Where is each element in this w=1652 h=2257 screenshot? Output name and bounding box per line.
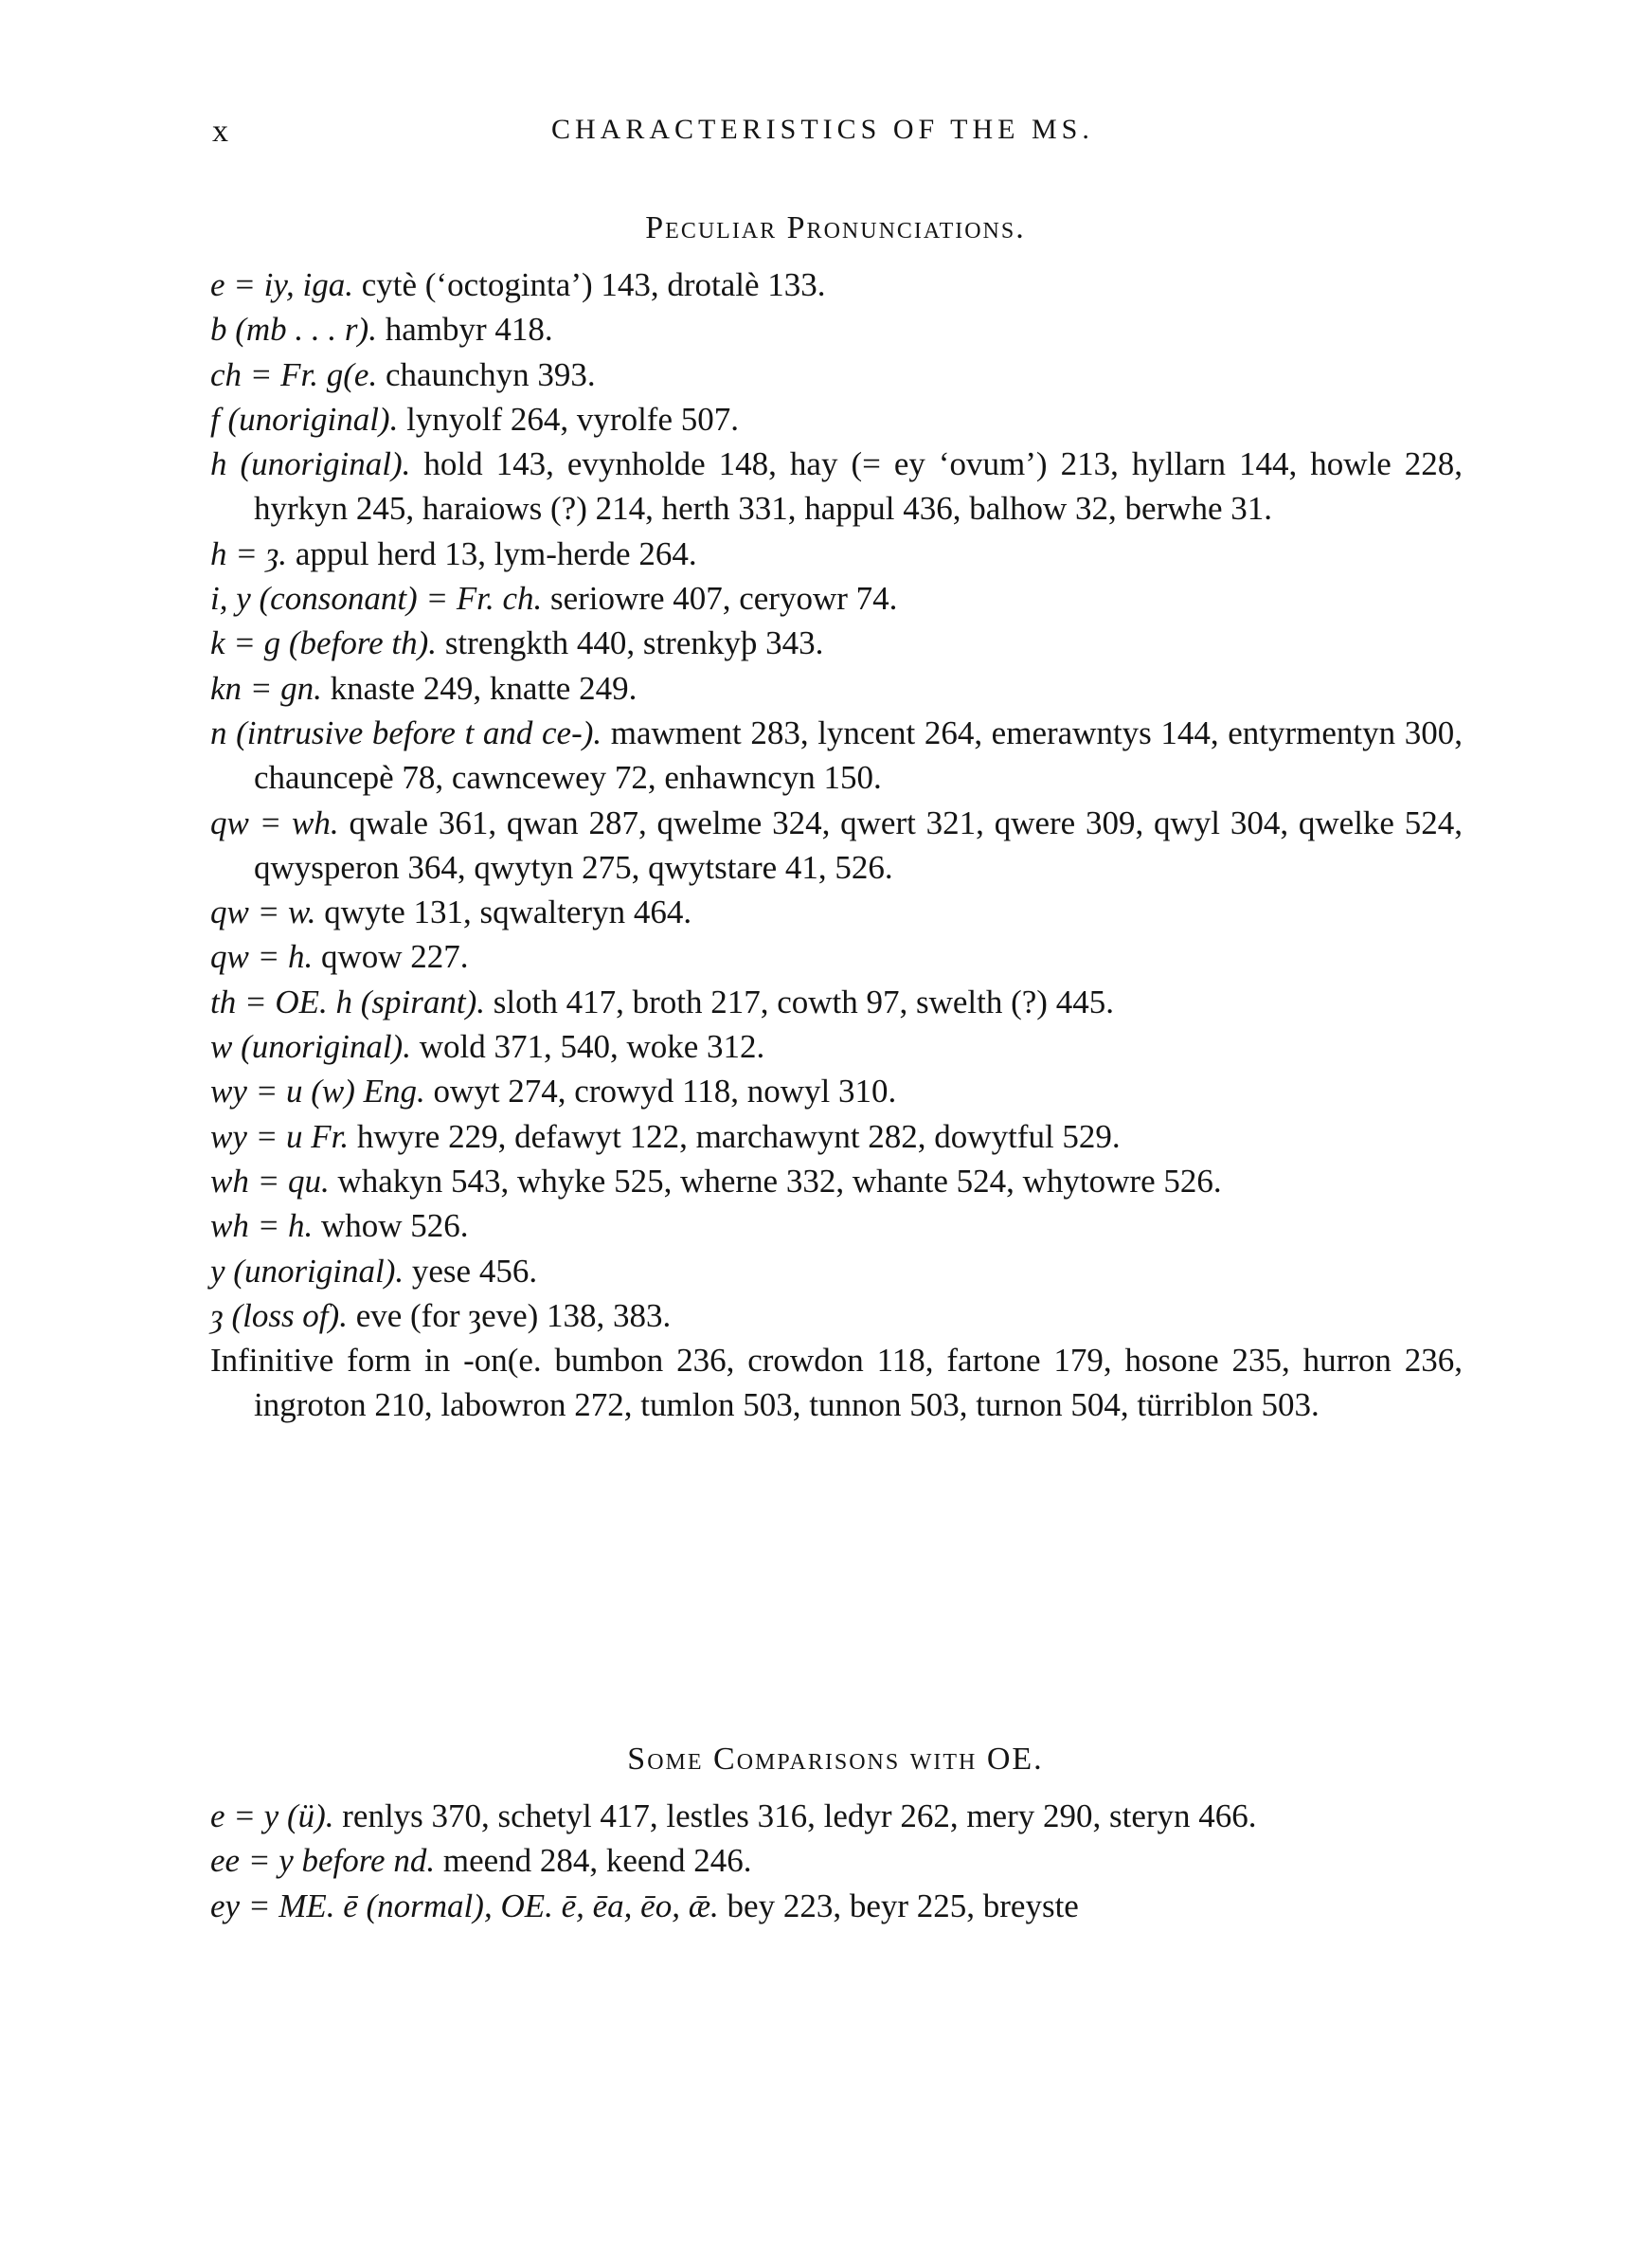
entry-head: qw = wh. <box>210 803 339 841</box>
entry-head: w (unoriginal). <box>210 1028 411 1066</box>
entry-head: h (unoriginal). <box>210 445 411 483</box>
entry <box>210 621 1463 665</box>
entry-head: k = g (before th). <box>210 624 438 662</box>
entry-head: n (intrusive before t and ce-). <box>210 713 602 751</box>
page-number: x <box>212 114 228 149</box>
entry <box>210 1069 1463 1113</box>
entry <box>210 666 1463 711</box>
entry <box>210 1794 1463 1838</box>
entry-head: e = y (ü). <box>210 1797 334 1834</box>
entry <box>210 262 1463 307</box>
entry-head: qw = w. <box>210 894 316 931</box>
entry <box>210 711 1463 801</box>
entry-text: hold 143, evynholde 148, hay (= ey ‘ovum’) 213, hyllarn 144, howle 228, hyrkyn 245, haraiows (?) 214, herth 331, happul 436, balhow 32, berwhe 31. <box>254 445 1463 528</box>
entry <box>210 890 1463 934</box>
entry-text: qwow 227. <box>320 938 469 976</box>
entry-head: f (unoriginal). <box>210 400 399 438</box>
entry-head: th = OE. h (spirant). <box>210 983 485 1020</box>
entry-head: wy = u (w) Eng. <box>210 1073 425 1110</box>
entry <box>210 1024 1463 1069</box>
entry <box>210 1203 1463 1248</box>
entry-head: qw = h. <box>210 938 314 976</box>
entry <box>210 397 1463 442</box>
pronunciation-entries <box>210 262 1463 1428</box>
entry <box>210 1338 1463 1428</box>
entry-text: mawment 283, lyncent 264, emerawntys 144, entyrmentyn 300, chauncepè 78, cawncewey 72, enhawncyn 150. <box>254 713 1463 797</box>
entry-head: wh = h. <box>210 1207 314 1245</box>
entry-text: eve (for ȝeve) 138, 383. <box>355 1296 672 1334</box>
entry-head: ey = ME. ē (normal), OE. ē, ēa, ēo, ǣ. <box>210 1887 719 1924</box>
entry-head: h = ȝ. <box>210 534 288 572</box>
entry <box>210 307 1463 352</box>
section-title-comparisons: Some Comparisons with OE. <box>627 1742 1044 1777</box>
entry <box>210 1159 1463 1203</box>
entry-text: whow 526. <box>320 1207 469 1245</box>
entry-head: ch = Fr. g(e. <box>210 355 378 393</box>
entry-text: strengkth 440, strenkyþ 343. <box>444 624 824 662</box>
entry-text: chaunchyn 393. <box>385 355 596 393</box>
entry <box>210 1293 1463 1338</box>
entry-text: hambyr 418. <box>385 311 553 349</box>
entry-head: wh = qu. <box>210 1162 330 1200</box>
running-title: CHARACTERISTICS OF THE MS. <box>551 114 1094 145</box>
entry-text: meend 284, keend 246. <box>442 1842 752 1880</box>
entry-text: sloth 417, broth 217, cowth 97, swelth (?) 445. <box>493 983 1114 1020</box>
entry-head: Infinitive form in -on(e. <box>210 1342 542 1380</box>
section-title-pronunciations: Peculiar Pronunciations. <box>645 210 1026 245</box>
entry-text: hwyre 229, defawyt 122, marchawynt 282, dowytful 529. <box>356 1117 1121 1155</box>
entry-text: cytè (‘octoginta’) 143, drotalè 133. <box>361 266 826 303</box>
entry-text: appul herd 13, lym-herde 264. <box>295 534 697 572</box>
entry-head: i, y (consonant) = Fr. ch. <box>210 580 543 618</box>
entry-text: bey 223, beyr 225, breyste <box>727 1887 1079 1924</box>
entry-head: ee = y before nd. <box>210 1842 436 1880</box>
entry-text: owyt 274, crowyd 118, nowyl 310. <box>433 1073 897 1110</box>
entry-text: seriowre 407, ceryowr 74. <box>549 580 898 618</box>
entry-text: bumbon 236, crowdon 118, fartone 179, hosone 235, hurron 236, ingroton 210, labowron 272, tumlon 503, tunnon 503, turnon 504, türriblon 503. <box>254 1342 1463 1424</box>
comparison-entries <box>210 1794 1463 1928</box>
entry <box>210 1884 1463 1928</box>
running-head <box>210 106 1461 153</box>
entry-text: renlys 370, schetyl 417, lestles 316, ledyr 262, mery 290, steryn 466. <box>342 1797 1257 1834</box>
entry-text: lynyolf 264, vyrolfe 507. <box>406 400 740 438</box>
entry-head: wy = u Fr. <box>210 1117 350 1155</box>
entry-text: qwale 361, qwan 287, qwelme 324, qwert 321, qwere 309, qwyl 304, qwelke 524, qwysperon 364, qwytyn 275, qwytstare 41, 526. <box>254 803 1463 886</box>
entry-text: knaste 249, knatte 249. <box>330 669 637 707</box>
entry <box>210 980 1463 1024</box>
entry-text: wold 371, 540, woke 312. <box>419 1028 765 1066</box>
entry <box>210 801 1463 891</box>
entry <box>210 442 1463 532</box>
entry-head: ȝ (loss of). <box>210 1296 348 1334</box>
entry <box>210 1249 1463 1293</box>
entry <box>210 532 1463 576</box>
entry-head: y (unoriginal). <box>210 1252 404 1290</box>
entry-text: qwyte 131, sqwalteryn 464. <box>324 894 692 931</box>
entry <box>210 934 1463 979</box>
entry-head: e = iy, iga. <box>210 266 353 303</box>
entry <box>210 1838 1463 1883</box>
entry-text: yese 456. <box>411 1252 538 1290</box>
entry-head: kn = gn. <box>210 669 322 707</box>
entry-text: whakyn 543, whyke 525, wherne 332, whante 524, whytowre 526. <box>337 1162 1222 1200</box>
entry <box>210 1114 1463 1159</box>
entry <box>210 352 1463 397</box>
entry <box>210 576 1463 621</box>
entry-head: b (mb . . . r). <box>210 311 377 349</box>
